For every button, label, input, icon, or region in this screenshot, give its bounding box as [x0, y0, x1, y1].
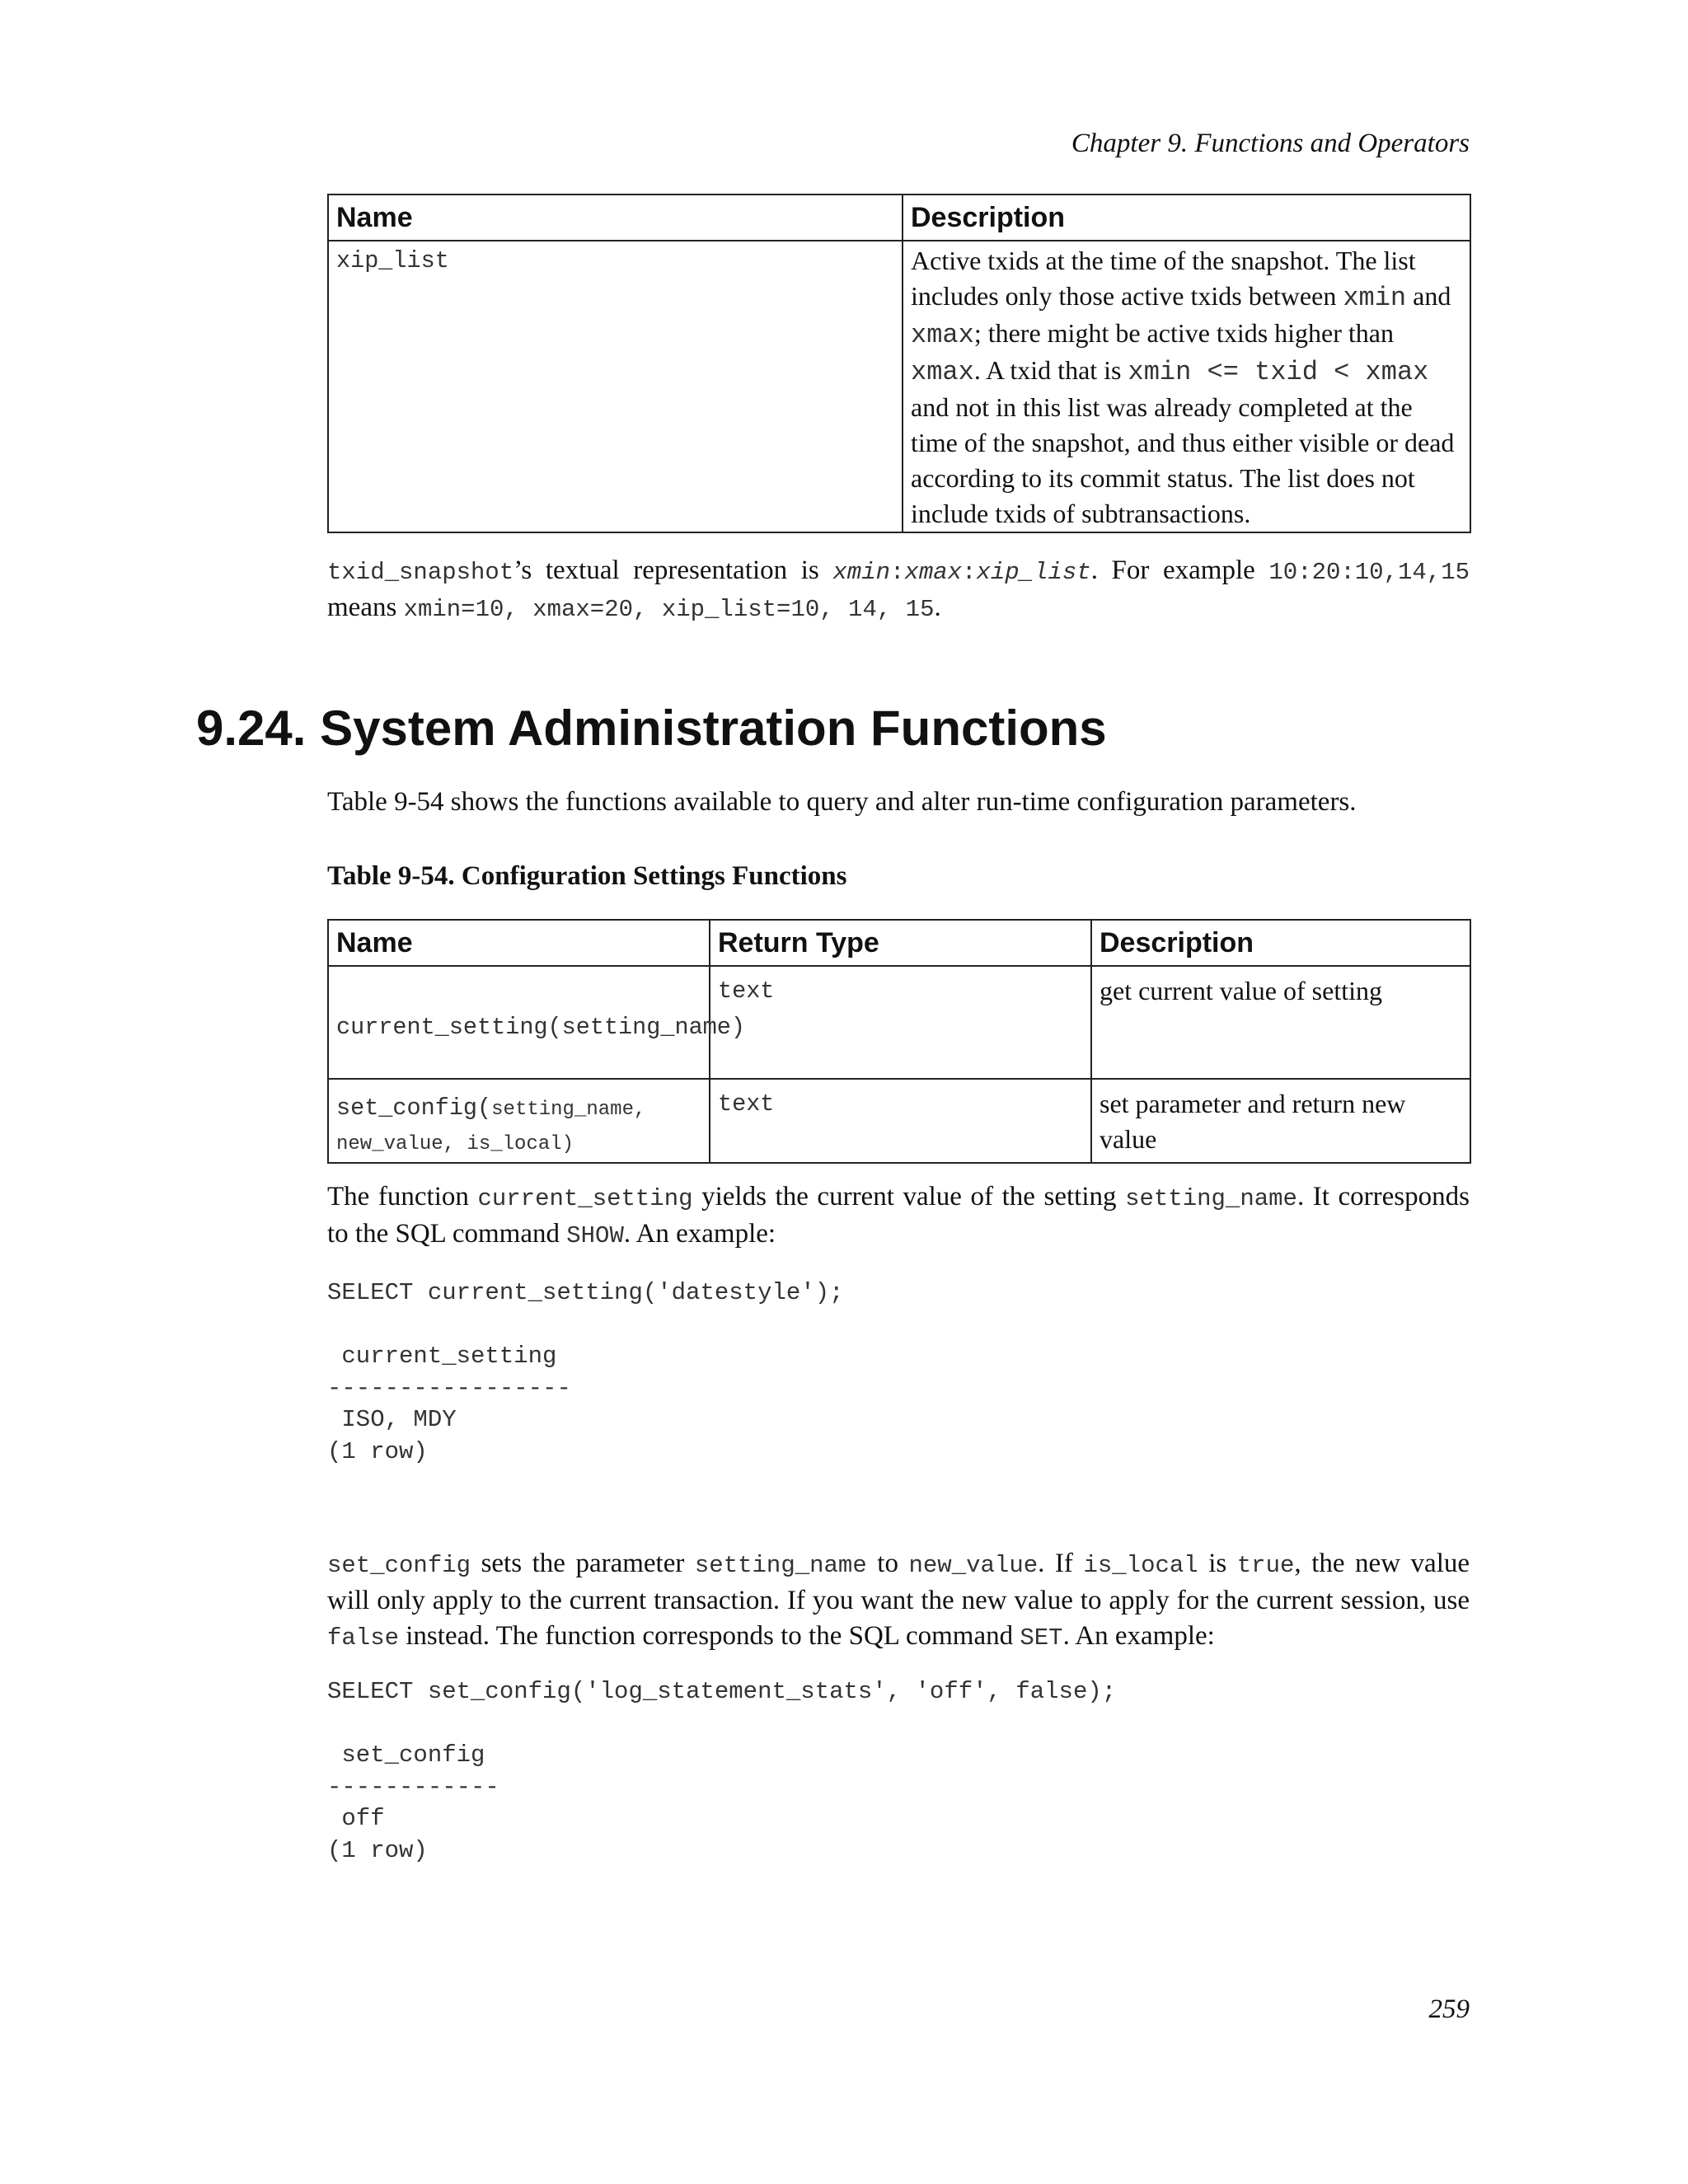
column-header-description: Description — [903, 194, 1470, 241]
configuration-settings-functions-table — [327, 919, 1471, 1164]
column-header-description: Description — [1091, 920, 1470, 966]
cell-return-type: text — [710, 966, 1091, 1079]
column-header-name: Name — [328, 194, 903, 241]
column-header-return-type: Return Type — [710, 920, 1091, 966]
cell-name: xip_list — [328, 241, 903, 532]
table-caption: Table 9-54. Configuration Settings Functions — [327, 861, 847, 891]
cell-name: set_config(setting_name, new_value, is_local) — [328, 1079, 710, 1163]
section-intro-paragraph: Table 9-54 shows the functions available to query and alter run-time configuration parameters. — [327, 787, 1357, 817]
set-config-paragraph: set_config sets the parameter setting_name to new_value. If is_local is true, the new value will only apply to the current transaction. If you want the new value to apply for the current session, use false instead. The function corresponds to the SQL command SET. An example: — [327, 1549, 1470, 1652]
column-header-name: Name — [328, 920, 710, 966]
table-header-row — [328, 194, 1470, 241]
table-row — [328, 966, 1470, 1079]
table-row — [328, 1079, 1470, 1163]
cell-description: get current value of setting — [1091, 966, 1470, 1079]
cell-return-type: text — [710, 1079, 1091, 1163]
table-row — [328, 241, 1470, 532]
cell-description: Active txids at the time of the snapshot. The list includes only those active txids between xmin and xmax; there might be active txids higher than xmax. A txid that is xmin <= txid < xmax and not in this list was already completed at the time of the snapshot, and thus either visible or dead according to its commit status. The list does not include txids of subtransactions. — [903, 241, 1470, 532]
section-heading: 9.24. System Administration Functions — [196, 701, 1107, 756]
table-header-row — [328, 920, 1470, 966]
snapshot-representation-paragraph: txid_snapshot’s textual representation is xmin:xmax:xip_list. For example 10:20:10,14,15 means xmin=10, xmax=20, xip_list=10, 14, 15. — [327, 555, 1470, 623]
txid-snapshot-components-table — [327, 194, 1471, 533]
running-header: Chapter 9. Functions and Operators — [1071, 129, 1470, 158]
page-number: 259 — [1428, 1994, 1470, 2024]
code-example-current-setting: SELECT current_setting('datestyle'); current_setting ----------------- ISO, MDY (1 row) — [327, 1279, 844, 1465]
code-example-set-config: SELECT set_config('log_statement_stats', 'off', false); set_config ------------ off (1 row) — [327, 1678, 1117, 1864]
cell-name: current_setting(setting_name) — [328, 966, 710, 1079]
current-setting-paragraph: The function current_setting yields the current value of the setting setting_name. It corresponds to the SQL command SHOW. An example: — [327, 1182, 1470, 1249]
cell-description: set parameter and return new value — [1091, 1079, 1470, 1163]
